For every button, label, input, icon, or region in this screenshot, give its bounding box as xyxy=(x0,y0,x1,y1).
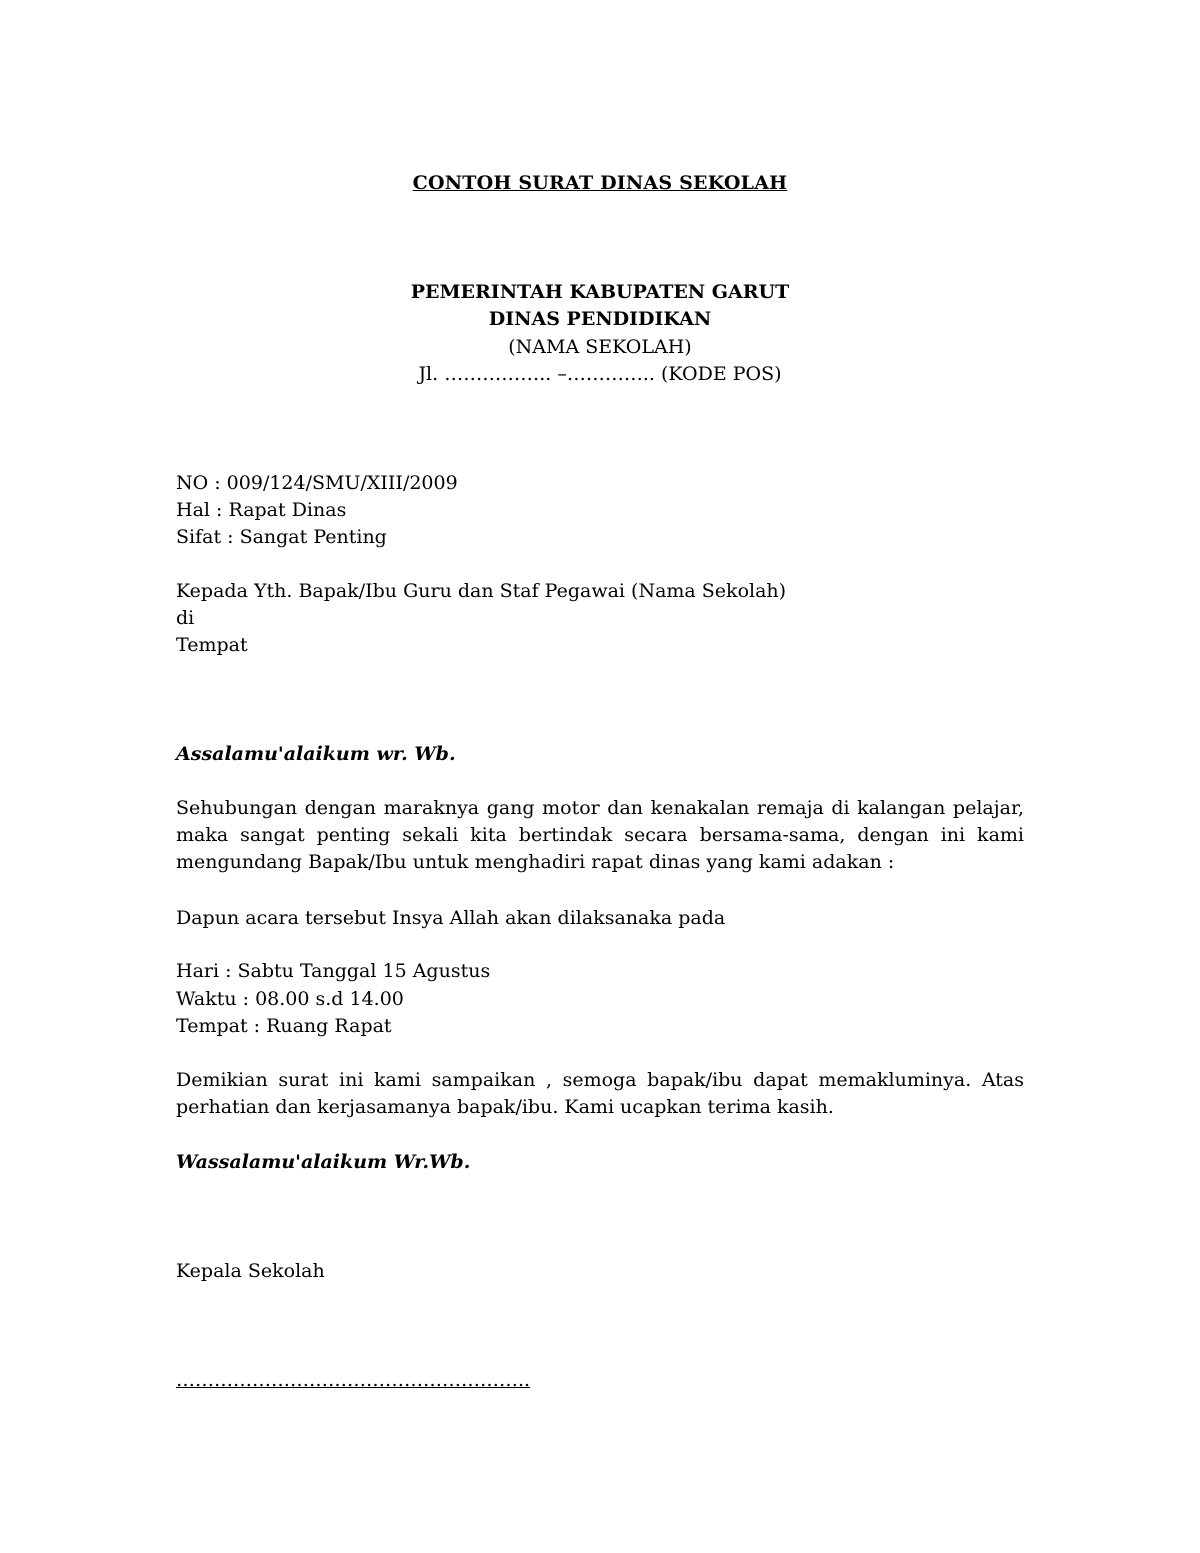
header-school-name: (NAMA SEKOLAH) xyxy=(508,336,692,358)
opening-greeting: Assalamu'alaikum wr. Wb. xyxy=(176,743,456,765)
letter-nature: Sifat : Sangat Penting xyxy=(176,526,387,548)
header-address: Jl. …………….. –………….. (KODE POS) xyxy=(418,363,782,385)
header-government: PEMERINTAH KABUPATEN GARUT xyxy=(410,281,790,303)
body-paragraph-2: Dapun acara tersebut Insya Allah akan dilaksanaka pada xyxy=(176,907,726,929)
letter-subject: Hal : Rapat Dinas xyxy=(176,499,347,521)
event-day: Hari : Sabtu Tanggal 15 Agustus xyxy=(176,960,491,982)
body-paragraph-3: Demikian surat ini kami sampaikan , semoga bapak/ibu dapat memakluminya. Atas perhatian dan kerjasamanya bapak/ibu. Kami ucapkan terima kasih. xyxy=(176,1069,1024,1118)
body-paragraph-1: Sehubungan dengan maraknya gang motor dan kenakalan remaja di kalangan pelajar, maka sangat penting sekali kita bertindak secara bersama-sama, dengan ini kami mengundang Bapak/Ibu untuk menghadiri rapat dinas yang kami adakan : xyxy=(176,797,1024,873)
signature-name-placeholder: ……………………………………………….. xyxy=(176,1369,531,1391)
event-time: Waktu : 08.00 s.d 14.00 xyxy=(176,988,404,1010)
recipient-di: di xyxy=(176,607,195,629)
closing-greeting: Wassalamu'alaikum Wr.Wb. xyxy=(176,1151,471,1173)
document-title: CONTOH SURAT DINAS SEKOLAH xyxy=(412,172,788,194)
event-place: Tempat : Ruang Rapat xyxy=(176,1015,392,1037)
recipient-place: Tempat xyxy=(176,634,248,656)
recipient-line: Kepada Yth. Bapak/Ibu Guru dan Staf Pegawai (Nama Sekolah) xyxy=(176,580,787,602)
header-department: DINAS PENDIDIKAN xyxy=(488,308,712,330)
signature-role: Kepala Sekolah xyxy=(176,1260,325,1282)
letter-number: NO : 009/124/SMU/XIII/2009 xyxy=(176,472,458,494)
